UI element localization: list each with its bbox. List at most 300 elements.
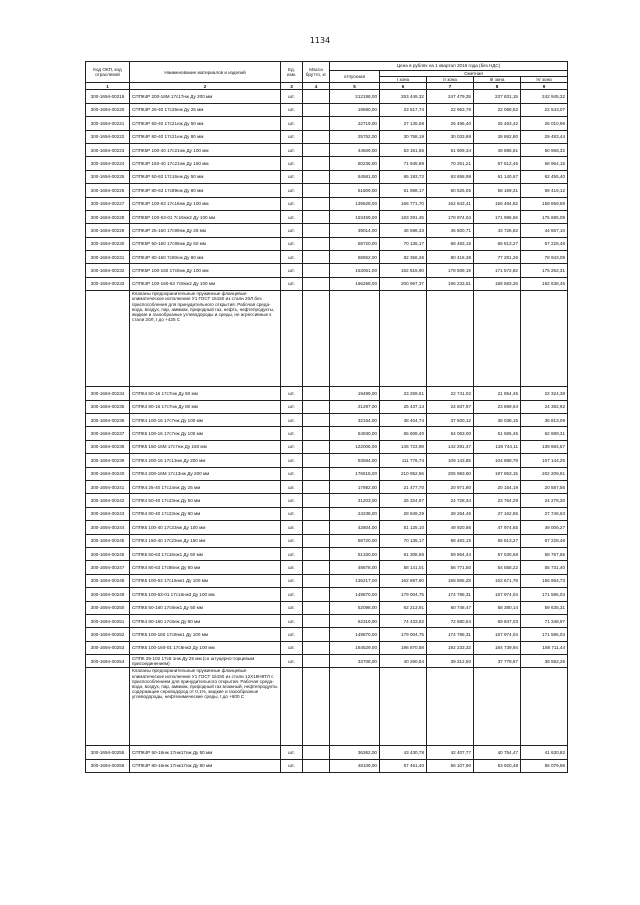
cell-zone-3-price: 53 920,48 <box>474 759 521 772</box>
cell-zone-2-price: 68 483,15 <box>427 237 474 250</box>
cell-name: СППК4 200-16 17с13нж Ду 200 мм <box>130 454 281 467</box>
table-row <box>86 746 568 759</box>
cell-zone-2-price: 24 728,34 <box>427 494 474 507</box>
cell-zone-4-price: 62 889,31 <box>521 427 568 440</box>
cell-factory-price: 58720,00 <box>330 237 380 250</box>
cell-zone-3-price: 65 813,27 <box>474 534 521 547</box>
cell-factory-price: 19680,00 <box>330 103 380 116</box>
cell-zone-2-price: 109 143,85 <box>427 454 474 467</box>
cell-zone-3-price: 197 953,15 <box>474 467 521 480</box>
column-index-row <box>86 83 568 90</box>
cell-mass <box>303 170 330 183</box>
cell-factory-price: 24238,00 <box>330 507 380 520</box>
section-empty-cell <box>281 291 303 387</box>
cell-unit: шт. <box>281 400 303 413</box>
table-row <box>86 454 568 467</box>
cell-zone-4-price: 175 262,31 <box>521 264 568 277</box>
cell-zone-2-price: 37 500,12 <box>427 414 474 427</box>
cell-mass <box>303 454 330 467</box>
table-row <box>86 414 568 427</box>
cell-code: 300-1694-00247 <box>86 561 130 574</box>
cell-zone-1-price: 200 967,37 <box>380 277 427 290</box>
cell-zone-1-price: 166 771,70 <box>380 197 427 210</box>
cell-zone-1-price: 23 269,61 <box>380 387 427 400</box>
cell-mass <box>303 277 330 290</box>
cell-zone-2-price: 174 788,31 <box>427 628 474 641</box>
cell-mass <box>303 157 330 170</box>
cell-zone-1-price: 145 723,98 <box>380 440 427 453</box>
cell-factory-price: 149870,00 <box>330 628 380 641</box>
cell-zone-4-price: 188 711,44 <box>521 641 568 654</box>
cell-zone-3-price: 58 169,31 <box>474 184 521 197</box>
cell-zone-3-price: 184 739,94 <box>474 641 521 654</box>
cell-mass <box>303 90 330 103</box>
cell-name: СППК5Р 50-160 17с86нж Ду 50 мм <box>130 237 281 250</box>
cell-factory-price: 62319,00 <box>330 614 380 627</box>
cell-name: СППК4Р 50-63 17с16нж Ду 50 мм <box>130 170 281 183</box>
cell-mass <box>303 641 330 654</box>
table-row <box>86 440 568 453</box>
cell-zone-4-price: 192 638,45 <box>521 277 568 290</box>
cell-zone-3-price: 40 754,47 <box>474 746 521 759</box>
cell-zone-4-price: 55 079,96 <box>521 759 568 772</box>
cell-zone-3-price: 171 572,82 <box>474 264 521 277</box>
cell-zone-3-price: 61 140,67 <box>474 170 521 183</box>
section-empty-cell <box>86 668 130 746</box>
cell-zone-2-price: 72 680,54 <box>427 614 474 627</box>
cell-factory-price: 212188,00 <box>330 90 380 103</box>
cell-unit: шт. <box>281 130 303 143</box>
cell-name: СППК4Р 80-160 7с90нж Ду 80 мм <box>130 251 281 264</box>
cell-mass <box>303 414 330 427</box>
section-empty-cell <box>86 291 130 387</box>
cell-zone-2-price: 205 983,60 <box>427 467 474 480</box>
cell-zone-4-price: 171 586,04 <box>521 588 568 601</box>
cell-factory-price: 153459,00 <box>330 210 380 223</box>
cell-zone-3-price: 22 068,52 <box>474 103 521 116</box>
cell-unit: шт. <box>281 746 303 759</box>
cell-zone-2-price: 60 748,47 <box>427 601 474 614</box>
cell-zone-1-price: 61 308,56 <box>380 547 427 560</box>
cell-code: 300-1694-00225 <box>86 170 130 183</box>
cell-zone-4-price: 67 228,48 <box>521 534 568 547</box>
header-zone-1: I зона <box>380 77 427 83</box>
cell-mass <box>303 400 330 413</box>
cell-name: СППК5 100-40 17с23нж Ду 100 мм <box>130 521 281 534</box>
cell-code: 300-1694-00222 <box>86 130 130 143</box>
cell-name: СППК5Р 100-160 17с8нж Ду 100 мм <box>130 264 281 277</box>
cell-unit: шт. <box>281 143 303 156</box>
cell-name: СППК5 100-160 17с8нж1 Ду 100 мм <box>130 628 281 641</box>
table-row <box>86 494 568 507</box>
cell-factory-price: 22719,00 <box>330 117 380 130</box>
cell-zone-3-price: 58 380,14 <box>474 601 521 614</box>
cell-zone-1-price: 21 477,70 <box>380 481 427 494</box>
header-name: Наименование материалов и изделий <box>130 62 281 83</box>
cell-zone-4-price: 59 419,12 <box>521 184 568 197</box>
cell-code: 300-1694-00227 <box>86 197 130 210</box>
cell-zone-4-price: 58 767,65 <box>521 547 568 560</box>
cell-code: 300-1694-00249 <box>86 588 130 601</box>
cell-zone-4-price: 26 010,96 <box>521 117 568 130</box>
cell-zone-2-price: 162 843,41 <box>427 197 474 210</box>
cell-zone-2-price: 30 033,69 <box>427 130 474 143</box>
table-row <box>86 655 568 668</box>
cell-mass <box>303 534 330 547</box>
cell-mass <box>303 521 330 534</box>
cell-factory-price: 93584,00 <box>330 454 380 467</box>
cell-mass <box>303 628 330 641</box>
cell-zone-3-price: 37 779,87 <box>474 655 521 668</box>
cell-zone-3-price: 57 530,58 <box>474 547 521 560</box>
cell-mass <box>303 507 330 520</box>
table-body-group-c <box>86 746 568 773</box>
cell-code: 300-1694-00224 <box>86 157 130 170</box>
cell-mass <box>303 655 330 668</box>
column-index: 4 <box>303 83 330 90</box>
table-row <box>86 400 568 413</box>
cell-zone-1-price: 179 004,75 <box>380 588 427 601</box>
cell-mass <box>303 481 330 494</box>
page-number: 1134 <box>309 36 331 45</box>
table-header <box>86 62 568 90</box>
cell-zone-2-price: 24 837,97 <box>427 400 474 413</box>
cell-unit: шт. <box>281 197 303 210</box>
table-row <box>86 157 568 170</box>
cell-code: 300-1694-00242 <box>86 494 130 507</box>
column-index: 2 <box>130 83 281 90</box>
cell-zone-4-price: 24 275,30 <box>521 494 568 507</box>
cell-zone-2-price: 22 741,02 <box>427 387 474 400</box>
cell-mass <box>303 210 330 223</box>
cell-zone-4-price: 55 731,40 <box>521 561 568 574</box>
cell-code: 300-1694-00251 <box>86 614 130 627</box>
header-unit: Ед. изм. <box>281 62 303 83</box>
table-row <box>86 534 568 547</box>
table-row <box>86 427 568 440</box>
cell-name: СППК4 150-40 17с23нж Ду 150 мм <box>130 534 281 547</box>
cell-mass <box>303 561 330 574</box>
column-index: 8 <box>474 83 521 90</box>
cell-unit: шт. <box>281 414 303 427</box>
cell-name: СППК4Р 50-40 17с21нж Ду 50 мм <box>130 117 281 130</box>
header-estimated-price: Сметная <box>380 71 568 77</box>
cell-zone-3-price: 43 726,82 <box>474 224 521 237</box>
cell-zone-2-price: 22 963,78 <box>427 103 474 116</box>
cell-mass <box>303 197 330 210</box>
cell-zone-3-price: 237 831,15 <box>474 90 521 103</box>
cell-zone-1-price: 65 193,72 <box>380 170 427 183</box>
cell-factory-price: 149870,00 <box>330 588 380 601</box>
cell-unit: шт. <box>281 534 303 547</box>
table-row <box>86 237 568 250</box>
cell-code: 300-1694-00230 <box>86 237 130 250</box>
table-row <box>86 90 568 103</box>
cell-zone-4-price: 171 586,04 <box>521 628 568 641</box>
cell-code: 300-1694-00233 <box>86 277 130 290</box>
cell-zone-2-price: 70 251,21 <box>427 157 474 170</box>
cell-zone-4-price: 159 859,88 <box>521 197 568 210</box>
section-empty-cell <box>303 291 330 387</box>
cell-zone-1-price: 111 776,74 <box>380 454 427 467</box>
cell-name: СППК4 80-16 17с7нж Ду 80 мм <box>130 400 281 413</box>
cell-zone-2-price: 45 500,71 <box>427 224 474 237</box>
cell-code: 300-1694-00248 <box>86 574 130 587</box>
cell-zone-3-price: 27 162,55 <box>474 507 521 520</box>
section-empty-cell <box>521 668 568 746</box>
cell-zone-1-price: 162 697,60 <box>380 574 427 587</box>
cell-code: 300-1694-00253 <box>86 641 130 654</box>
cell-zone-1-price: 58 141,01 <box>380 561 427 574</box>
column-index: 1 <box>86 83 130 90</box>
cell-zone-3-price: 67 512,45 <box>474 157 521 170</box>
cell-zone-3-price: 65 813,27 <box>474 237 521 250</box>
header-code: Код ОКП, код отраслевой <box>86 62 130 83</box>
table-row <box>86 561 568 574</box>
cell-zone-3-price: 136 744,11 <box>474 440 521 453</box>
cell-unit: шт. <box>281 655 303 668</box>
cell-zone-1-price: 182 815,90 <box>380 264 427 277</box>
cell-zone-4-price: 22 543,07 <box>521 103 568 116</box>
cell-code: 300-1694-00246 <box>86 547 130 560</box>
cell-zone-2-price: 142 291,47 <box>427 440 474 453</box>
cell-zone-2-price: 80 416,38 <box>427 251 474 264</box>
cell-factory-price: 36362,00 <box>330 746 380 759</box>
cell-zone-2-price: 39 312,50 <box>427 655 474 668</box>
table-row <box>86 481 568 494</box>
cell-mass <box>303 467 330 480</box>
cell-zone-2-price: 158 865,28 <box>427 574 474 587</box>
cell-zone-2-price: 178 974,04 <box>427 210 474 223</box>
cell-zone-1-price: 46 598,33 <box>380 224 427 237</box>
cell-name: СППК5Р 100-40 17с21нж Ду 100 мм <box>130 143 281 156</box>
cell-name: СППК4Р 25-160 17с99нж Ду 25 мм <box>130 224 281 237</box>
header-zone-3: III зона <box>474 77 521 83</box>
cell-unit: шт. <box>281 90 303 103</box>
cell-zone-4-price: 36 813,09 <box>521 414 568 427</box>
cell-zone-4-price: 38 592,26 <box>521 655 568 668</box>
section-empty-cell <box>330 668 380 746</box>
cell-unit: шт. <box>281 561 303 574</box>
column-index: 7 <box>427 83 474 90</box>
table-row <box>86 143 568 156</box>
table-row <box>86 251 568 264</box>
header-price-title: Цена в рублях на 1 квартал 2016 года (без НДС) <box>330 62 568 71</box>
cell-zone-4-price: 49 006,27 <box>521 521 568 534</box>
cell-name: СППК5 100-63 17с16нж1 Ду 100 мм <box>130 574 281 587</box>
cell-name: СППК5 100-16 17с7нж Ду 100 мм <box>130 427 281 440</box>
cell-zone-1-price: 23 517,74 <box>380 103 427 116</box>
cell-factory-price: 32154,00 <box>330 414 380 427</box>
cell-factory-price: 48678,00 <box>330 561 380 574</box>
cell-name: СППК4Р 80-40 17с21нж Ду 80 мм <box>130 130 281 143</box>
cell-zone-3-price: 167 974,04 <box>474 628 521 641</box>
cell-zone-1-price: 30 758,19 <box>380 130 427 143</box>
cell-code: 300-1694-00232 <box>86 264 130 277</box>
cell-mass <box>303 130 330 143</box>
section-empty-cell <box>521 291 568 387</box>
cell-zone-3-price: 61 565,45 <box>474 427 521 440</box>
cell-mass <box>303 601 330 614</box>
cell-factory-price: 51809,00 <box>330 184 380 197</box>
cell-unit: шт. <box>281 628 303 641</box>
cell-zone-2-price: 63 658,99 <box>427 170 474 183</box>
cell-mass <box>303 494 330 507</box>
table-row <box>86 184 568 197</box>
cell-zone-1-price: 38 404,74 <box>380 414 427 427</box>
section-empty-cell <box>303 668 330 746</box>
cell-factory-price: 25752,00 <box>330 130 380 143</box>
cell-code: 300-1694-00235 <box>86 400 130 413</box>
cell-zone-4-price: 78 943,09 <box>521 251 568 264</box>
cell-mass <box>303 440 330 453</box>
cell-zone-3-price: 69 847,03 <box>474 614 521 627</box>
cell-zone-3-price: 171 996,56 <box>474 210 521 223</box>
table-row <box>86 588 568 601</box>
cell-mass <box>303 387 330 400</box>
cell-factory-price: 52098,00 <box>330 601 380 614</box>
cell-factory-price: 33708,00 <box>330 655 380 668</box>
cell-code: 300-1694-00252 <box>86 628 130 641</box>
cell-name: СППК4Р 200-16М 17с17нж Ду 200 мм <box>130 90 281 103</box>
cell-factory-price: 48109,00 <box>330 759 380 772</box>
cell-factory-price: 17982,00 <box>330 481 380 494</box>
cell-unit: шт. <box>281 210 303 223</box>
cell-zone-4-price: 68 964,15 <box>521 157 568 170</box>
cell-zone-2-price: 68 483,15 <box>427 534 474 547</box>
section-empty-cell <box>474 668 521 746</box>
cell-mass <box>303 588 330 601</box>
cell-code: 300-1694-00231 <box>86 251 130 264</box>
cell-name: СППК4Р 100-63 17с16нж Ду 100 мм <box>130 197 281 210</box>
cell-unit: шт. <box>281 184 303 197</box>
cell-unit: шт. <box>281 427 303 440</box>
cell-zone-3-price: 77 281,26 <box>474 251 521 264</box>
cell-zone-4-price: 24 382,92 <box>521 400 568 413</box>
cell-name: СППК4Р 80-16нж 17нж17нж Ду 80 мм <box>130 759 281 772</box>
cell-zone-4-price: 71 348,97 <box>521 614 568 627</box>
cell-zone-3-price: 49 885,61 <box>474 143 521 156</box>
cell-unit: шт. <box>281 224 303 237</box>
cell-unit: шт. <box>281 547 303 560</box>
cell-code: 300-1694-00236 <box>86 414 130 427</box>
cell-unit: шт. <box>281 467 303 480</box>
cell-zone-3-price: 21 854,45 <box>474 387 521 400</box>
cell-zone-1-price: 82 356,26 <box>380 251 427 264</box>
header-mass: Масса брутто, кг <box>303 62 330 83</box>
cell-unit: шт. <box>281 264 303 277</box>
cell-name: СППК4 80-40 17с23нж Ду 80 мм <box>130 507 281 520</box>
cell-zone-2-price: 247 479,35 <box>427 90 474 103</box>
cell-zone-3-price: 188 583,26 <box>474 277 521 290</box>
table-row <box>86 507 568 520</box>
table-row <box>86 103 568 116</box>
cell-factory-price: 44509,00 <box>330 143 380 156</box>
cell-unit: шт. <box>281 574 303 587</box>
cell-unit: шт. <box>281 521 303 534</box>
cell-zone-3-price: 20 154,19 <box>474 481 521 494</box>
cell-code: 300-1694-00234 <box>86 387 130 400</box>
cell-unit: шт. <box>281 494 303 507</box>
cell-zone-1-price: 57 461,40 <box>380 759 427 772</box>
cell-zone-1-price: 62 213,91 <box>380 601 427 614</box>
cell-unit: шт. <box>281 157 303 170</box>
cell-zone-2-price: 51 909,34 <box>427 143 474 156</box>
cell-name: СППК5Р 100-63-01 7с16нж2 Ду 100 мм <box>130 210 281 223</box>
cell-code: 300-1694-00256 <box>86 759 130 772</box>
cell-zone-1-price: 61 988,17 <box>380 184 427 197</box>
cell-unit: шт. <box>281 117 303 130</box>
cell-unit: шт. <box>281 588 303 601</box>
cell-code: 300-1694-00243 <box>86 507 130 520</box>
header-zone-2: II зона <box>427 77 474 83</box>
column-index: 9 <box>521 83 568 90</box>
cell-unit: шт. <box>281 277 303 290</box>
section-empty-cell <box>380 291 427 387</box>
cell-code: 300-1694-00240 <box>86 467 130 480</box>
cell-zone-1-price: 70 135,17 <box>380 534 427 547</box>
section-empty-cell <box>474 291 521 387</box>
cell-factory-price: 51330,00 <box>330 547 380 560</box>
section-b <box>86 668 568 746</box>
cell-factory-price: 153061,00 <box>330 264 380 277</box>
cell-zone-3-price: 47 974,65 <box>474 521 521 534</box>
cell-zone-1-price: 51 125,10 <box>380 521 427 534</box>
cell-zone-2-price: 56 771,50 <box>427 561 474 574</box>
cell-zone-1-price: 53 161,55 <box>380 143 427 156</box>
cell-zone-1-price: 25 437,14 <box>380 400 427 413</box>
cell-zone-2-price: 192 233,32 <box>427 641 474 654</box>
cell-code: 300-1694-00228 <box>86 210 130 223</box>
cell-mass <box>303 224 330 237</box>
cell-zone-1-price: 70 135,17 <box>380 237 427 250</box>
cell-factory-price: 54930,00 <box>330 427 380 440</box>
cell-name: СППК4Р 80-63 17с89нж Ду 80 мм <box>130 184 281 197</box>
cell-unit: шт. <box>281 507 303 520</box>
cell-zone-1-price: 183 291,45 <box>380 210 427 223</box>
cell-zone-3-price: 54 558,22 <box>474 561 521 574</box>
cell-factory-price: 166258,00 <box>330 277 380 290</box>
cell-zone-3-price: 23 764,29 <box>474 494 521 507</box>
cell-zone-3-price: 156 494,82 <box>474 197 521 210</box>
cell-mass <box>303 117 330 130</box>
cell-unit: шт. <box>281 103 303 116</box>
table-row <box>86 628 568 641</box>
cell-zone-3-price: 167 974,04 <box>474 588 521 601</box>
cell-mass <box>303 237 330 250</box>
cell-zone-3-price: 28 862,80 <box>474 130 521 143</box>
table-row <box>86 197 568 210</box>
cell-zone-1-price: 43 430,78 <box>380 746 427 759</box>
cell-code: 300-1694-00255 <box>86 746 130 759</box>
cell-zone-2-price: 20 971,80 <box>427 481 474 494</box>
cell-code: 300-1694-00223 <box>86 143 130 156</box>
cell-zone-4-price: 20 587,56 <box>521 481 568 494</box>
cell-zone-4-price: 107 144,25 <box>521 454 568 467</box>
table-row <box>86 387 568 400</box>
cell-zone-4-price: 202 209,81 <box>521 467 568 480</box>
column-index: 6 <box>380 83 427 90</box>
cell-factory-price: 68952,00 <box>330 251 380 264</box>
table-row <box>86 210 568 223</box>
cell-mass <box>303 574 330 587</box>
cell-zone-4-price: 41 630,82 <box>521 746 568 759</box>
cell-zone-1-price: 179 004,75 <box>380 628 427 641</box>
cell-zone-3-price: 104 888,79 <box>474 454 521 467</box>
cell-zone-2-price: 178 509,19 <box>427 264 474 277</box>
cell-code: 300-1694-00229 <box>86 224 130 237</box>
cell-name: СППК5 50-63 17с16нж1 Ду 50 мм <box>130 547 281 560</box>
